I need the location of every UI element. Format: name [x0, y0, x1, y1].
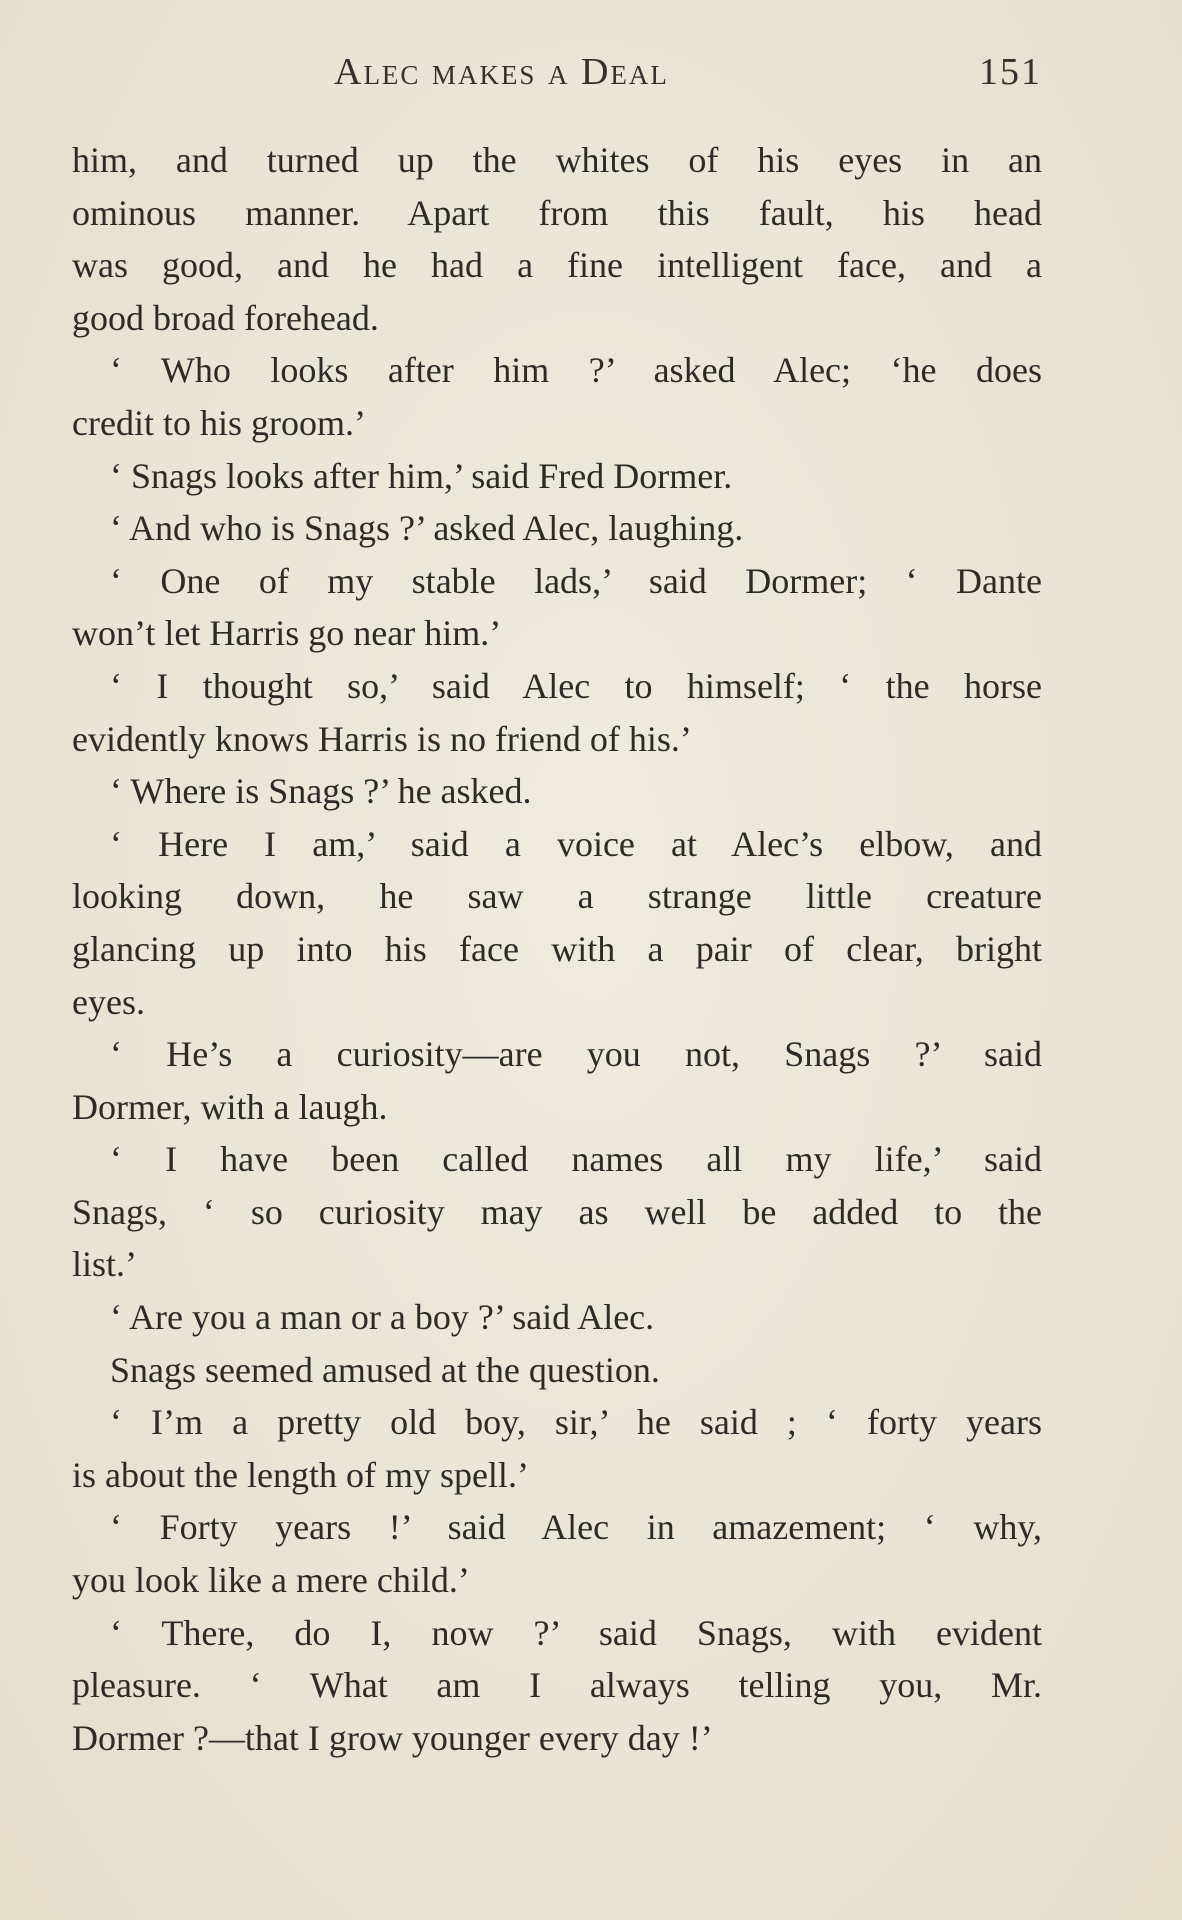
text-line-14: ‘ Here I am,’ said a voice at Alec’s elbow, and: [110, 823, 1042, 864]
text-line-20: ‘ I have been called names all my life,’ said: [110, 1139, 1042, 1180]
text-line-31: Dormer ?—that I grow younger every day !’: [72, 1717, 713, 1758]
text-line-16: glancing up into his face with a pair of clear, bright: [72, 928, 1042, 969]
text-line-23: ‘ Are you a man or a boy ?’ said Alec.: [110, 1297, 655, 1338]
text-line-18: ‘ He’s a curiosity—are you not, Snags ?’ said: [110, 1034, 1042, 1075]
text-line-12: evidently knows Harris is no friend of his.’: [72, 718, 692, 759]
text-line-8: ‘ And who is Snags ?’ asked Alec, laughing.: [110, 508, 744, 549]
body-text: [72, 134, 1042, 1764]
text-line-1: him, and turned up the whites of his eyes in an: [72, 140, 1042, 180]
page-header: [72, 50, 1042, 102]
text-line-24: Snags seemed amused at the question.: [110, 1349, 660, 1390]
text-line-26: is about the length of my spell.’: [72, 1454, 529, 1495]
text-line-2: ominous manner. Apart from this fault, his head: [72, 192, 1042, 233]
text-line-28: you look like a mere child.’: [72, 1560, 470, 1601]
text-line-5: ‘ Who looks after him ?’ asked Alec; ‘he does: [110, 350, 1042, 391]
text-line-15: looking down, he saw a strange little creature: [72, 876, 1042, 917]
text-line-29: ‘ There, do I, now ?’ said Snags, with evident: [110, 1612, 1042, 1653]
text-line-19: Dormer, with a laugh.: [72, 1086, 388, 1127]
text-line-4: good broad forehead.: [72, 297, 379, 338]
text-line-9: ‘ One of my stable lads,’ said Dormer; ‘ Dante: [110, 560, 1042, 601]
text-line-21: Snags, ‘ so curiosity may as well be added to the: [72, 1191, 1042, 1232]
text-line-13: ‘ Where is Snags ?’ he asked.: [110, 771, 532, 812]
text-line-3: was good, and he had a fine intelligent face, and a: [72, 245, 1042, 286]
text-line-22: list.’: [72, 1244, 138, 1285]
text-line-17: eyes.: [72, 981, 145, 1022]
page-number: 151: [979, 51, 1042, 93]
text-line-30: pleasure. ‘ What am I always telling you, Mr.: [72, 1665, 1042, 1706]
text-line-11: ‘ I thought so,’ said Alec to himself; ‘ the horse: [110, 665, 1042, 706]
text-line-25: ‘ I’m a pretty old boy, sir,’ he said ; ‘ forty years: [110, 1402, 1042, 1443]
text-line-6: credit to his groom.’: [72, 402, 366, 443]
text-line-10: won’t let Harris go near him.’: [72, 613, 502, 654]
running-title: Alec makes a Deal: [334, 51, 669, 93]
text-line-7: ‘ Snags looks after him,’ said Fred Dormer.: [110, 455, 733, 496]
text-line-27: ‘ Forty years !’ said Alec in amazement; ‘ why,: [110, 1507, 1042, 1548]
